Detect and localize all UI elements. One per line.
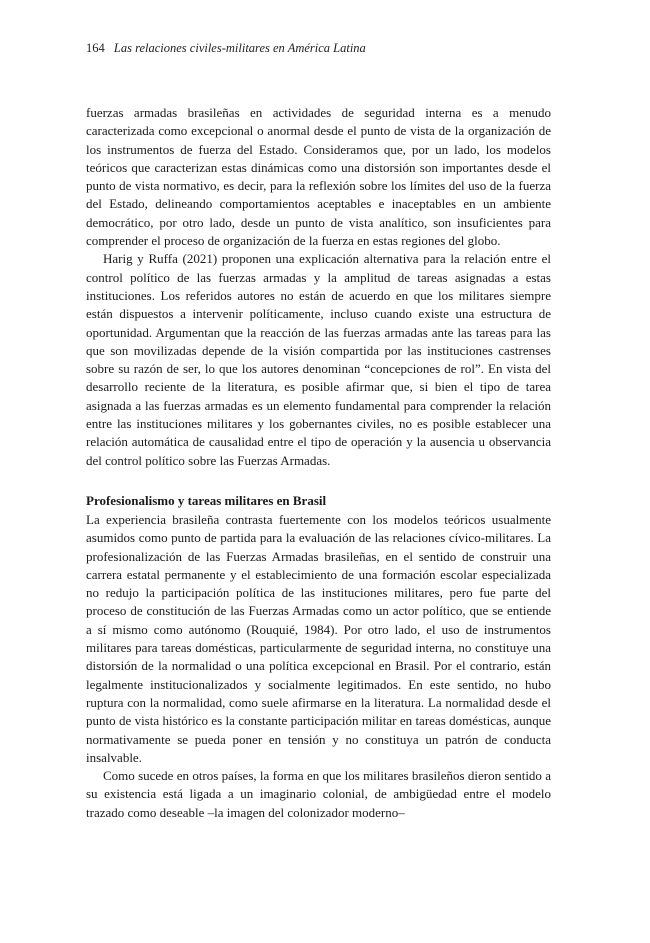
paragraph: fuerzas armadas brasileñas en actividades de seguridad interna es a menudo caracterizada como excepcional o anormal desde el punto de vista de la organización de los instrumentos de fuerza del Estado. Consideramos que, por un lado, los modelos teóricos que caracterizan estas dinámicas como una distorsión son importantes desde el punto de vista normativo, es decir, para la reflexión sobre los límites del uso de la fuerza del Estado, delineando comportamientos aceptables e inaceptables en un ambiente democrático, por otro lado, desde un punto de vista analítico, son insuficientes para comprender el proceso de organización de la fuerza en estas regiones del globo. [86,105,551,249]
page-number: 164 [86,41,105,55]
paragraph: Harig y Ruffa (2021) proponen una explicación alternativa para la relación entre el control político de las fuerzas armadas y la amplitud de tareas asignadas a estas instituciones. Los referidos autores no están de acuerdo en que los militares siempre están dispuestos a intervenir políticamente, incluso cuando existe una estructura de oportunidad. Argumentan que la reacción de las fuerzas armadas ante las tareas para las que son movilizadas depende de la visión compartida por las instituciones castrenses sobre su razón de ser, lo que los autores denominan “concepciones de rol”. En vista del desarrollo reciente de la literatura, es posible afirmar que, si bien el tipo de tarea asignada a las fuerzas armadas es un elemento fundamental para comprender la relación entre las instituciones militares y los gobernantes civiles, no es posible establecer una relación automática de causalidad entre el tipo de operación y la ausencia u observancia del control político sobre las Fuerzas Armadas. [86,251,551,468]
paragraph: La experiencia brasileña contrasta fuertemente con los modelos teóricos usualmente asumidos como punto de partida para la evaluación de las relaciones cívico-militares. La profesionalización de las Fuerzas Armadas brasileñas, en el sentido de construir una carrera estatal permanente y el establecimiento de una formación escolar especializada no redujo la participación política de las instituciones militares, pero fue parte del proceso de constitución de las Fuerzas Armadas como un actor político, que se entiende a sí mismo como autónomo (Rouquié, 1984). Por otro lado, el uso de instrumentos militares para tareas domésticas, particularmente de seguridad interna, no constituye una distorsión de la normalidad o una política excepcional en Brasil. Por el contrario, están legalmente institucionalizados y socialmente legitimados. En este sentido, no hubo ruptura con la normalidad, como suele afirmarse en la literatura. La normalidad desde el punto de vista histórico es la constante participación militar en tareas domésticas, aunque normativamente se pueda poner en tensión y no constituya un patrón de conducta insalvable. [86,511,551,765]
section-heading: Profesionalismo y tareas militares en Brasil [86,492,327,508]
book-page [86,40,551,822]
paragraph: Como sucede en otros países, la forma en que los militares brasileños dieron sentido a su existencia está ligada a un imaginario colonial, de ambigüedad entre el modelo trazado como deseable –la imagen del colonizador moderno– [86,768,551,820]
running-header [86,40,551,56]
body-text [86,104,551,822]
running-title: Las relaciones civiles-militares en América Latina [113,41,366,55]
